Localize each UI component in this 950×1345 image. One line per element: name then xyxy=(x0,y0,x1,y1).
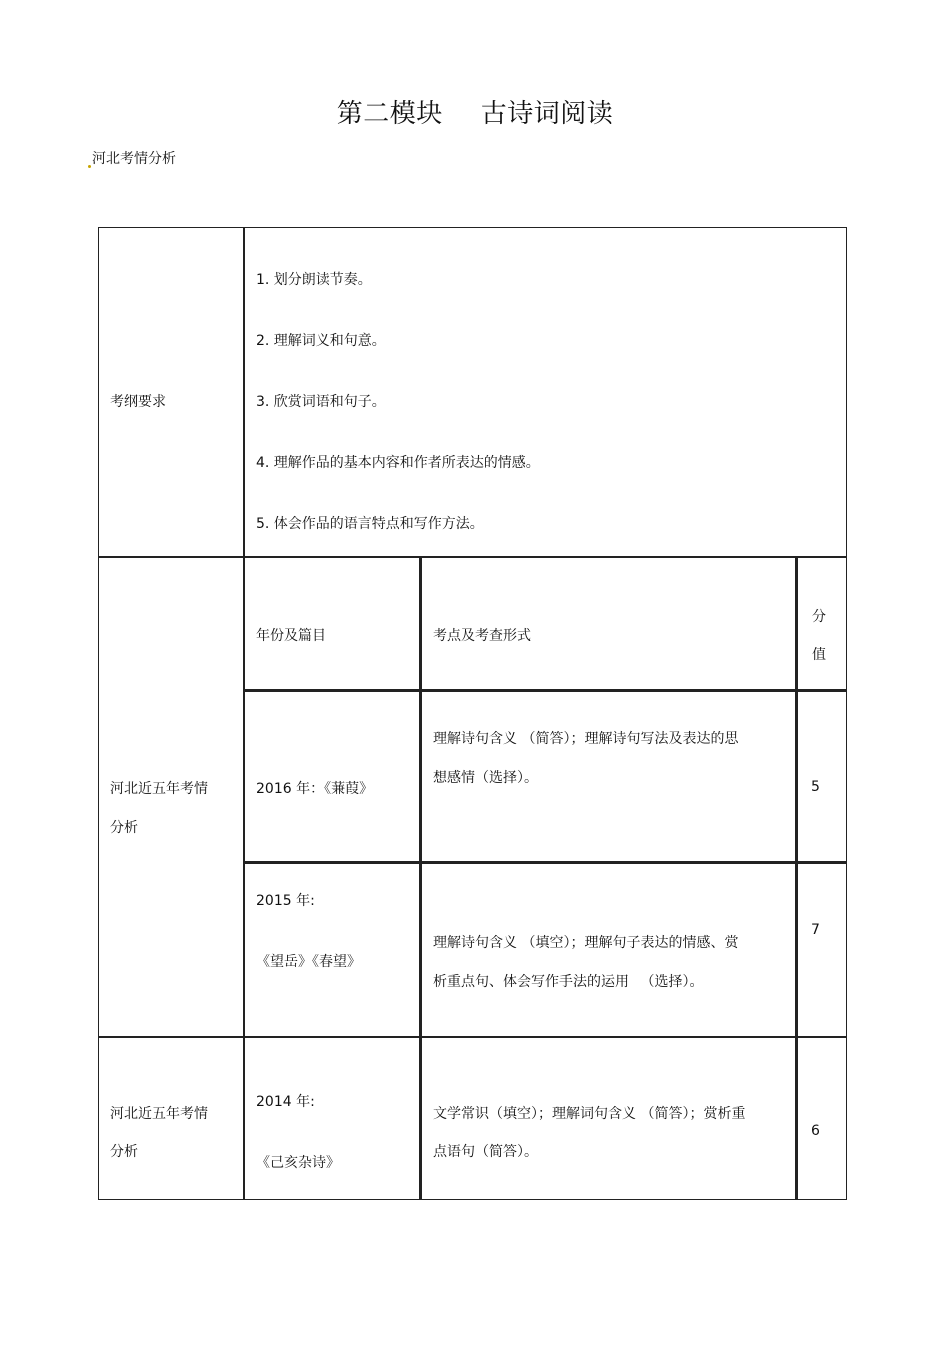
row-2014-points-line-2: 点语句（简答）。 xyxy=(433,1144,538,1160)
page-title xyxy=(0,93,950,130)
row-divider-1 xyxy=(98,556,847,558)
table-border-bottom xyxy=(98,1199,847,1200)
section-subtitle xyxy=(88,148,176,168)
requirement-item-4: 4. 理解作品的基本内容和作者所表达的情感。 xyxy=(256,455,540,471)
requirement-item-1: 1. 划分朗读节奏。 xyxy=(256,272,372,288)
row-2014-points-line-1: 文学常识（填空）；理解词句含义 （简答）；赏析重 xyxy=(433,1106,746,1122)
row-2015-year-line-1: 2015 年: xyxy=(256,893,315,909)
row-divider-3 xyxy=(244,861,847,864)
label-column-divider xyxy=(243,227,245,1200)
row-2015-score: 7 xyxy=(811,922,820,938)
row-2014-year-line-1: 2014 年: xyxy=(256,1094,315,1110)
title-part-2: 古诗词阅读 xyxy=(480,99,614,129)
row-2015-points-line-2: 析重点句、体会写作手法的运用 （选择）。 xyxy=(433,974,704,990)
row-2015-year-line-2: 《望岳》《春望》 xyxy=(256,954,361,970)
score-column-divider xyxy=(795,556,798,1200)
analysis-label-line-2: 分析 xyxy=(110,820,138,836)
table-border-right xyxy=(846,227,847,1200)
subtitle-text: 河北考情分析 xyxy=(92,151,176,167)
row-divider-4 xyxy=(98,1036,847,1038)
header-score-line-2: 值 xyxy=(812,647,826,663)
requirement-item-5: 5. 体会作品的语言特点和写作方法。 xyxy=(256,516,484,532)
requirement-item-2: 2. 理解词义和句意。 xyxy=(256,333,386,349)
year-column-divider xyxy=(419,556,422,1200)
row-2016-year: 2016 年：《蒹葭》 xyxy=(256,781,374,797)
requirements-label: 考纲要求 xyxy=(110,394,166,410)
title-part-1: 第二模块 xyxy=(336,99,443,129)
row-2016-points-line-2: 想感情（选择）。 xyxy=(433,770,538,786)
header-score-line-1: 分 xyxy=(812,609,826,625)
bullet-dot xyxy=(88,165,91,168)
row-2014-score: 6 xyxy=(811,1123,820,1139)
row-2015-points-line-1: 理解诗句含义 （填空）；理解句子表达的情感、赏 xyxy=(433,935,739,951)
analysis2-label-line-2: 分析 xyxy=(110,1144,138,1160)
row-2016-points-line-1: 理解诗句含义 （简答）；理解诗句写法及表达的思 xyxy=(433,731,739,747)
header-points: 考点及考查形式 xyxy=(433,628,531,644)
row-2016-score: 5 xyxy=(811,779,820,795)
header-year: 年份及篇目 xyxy=(256,628,326,644)
table-border-top xyxy=(98,227,847,228)
requirement-item-3: 3. 欣赏词语和句子。 xyxy=(256,394,386,410)
row-2014-year-line-2: 《己亥杂诗》 xyxy=(256,1155,340,1171)
analysis-label-line-1: 河北近五年考情 xyxy=(110,781,208,797)
row-divider-2 xyxy=(244,689,847,692)
table-border-left xyxy=(98,227,99,1200)
analysis2-label-line-1: 河北近五年考情 xyxy=(110,1106,208,1122)
